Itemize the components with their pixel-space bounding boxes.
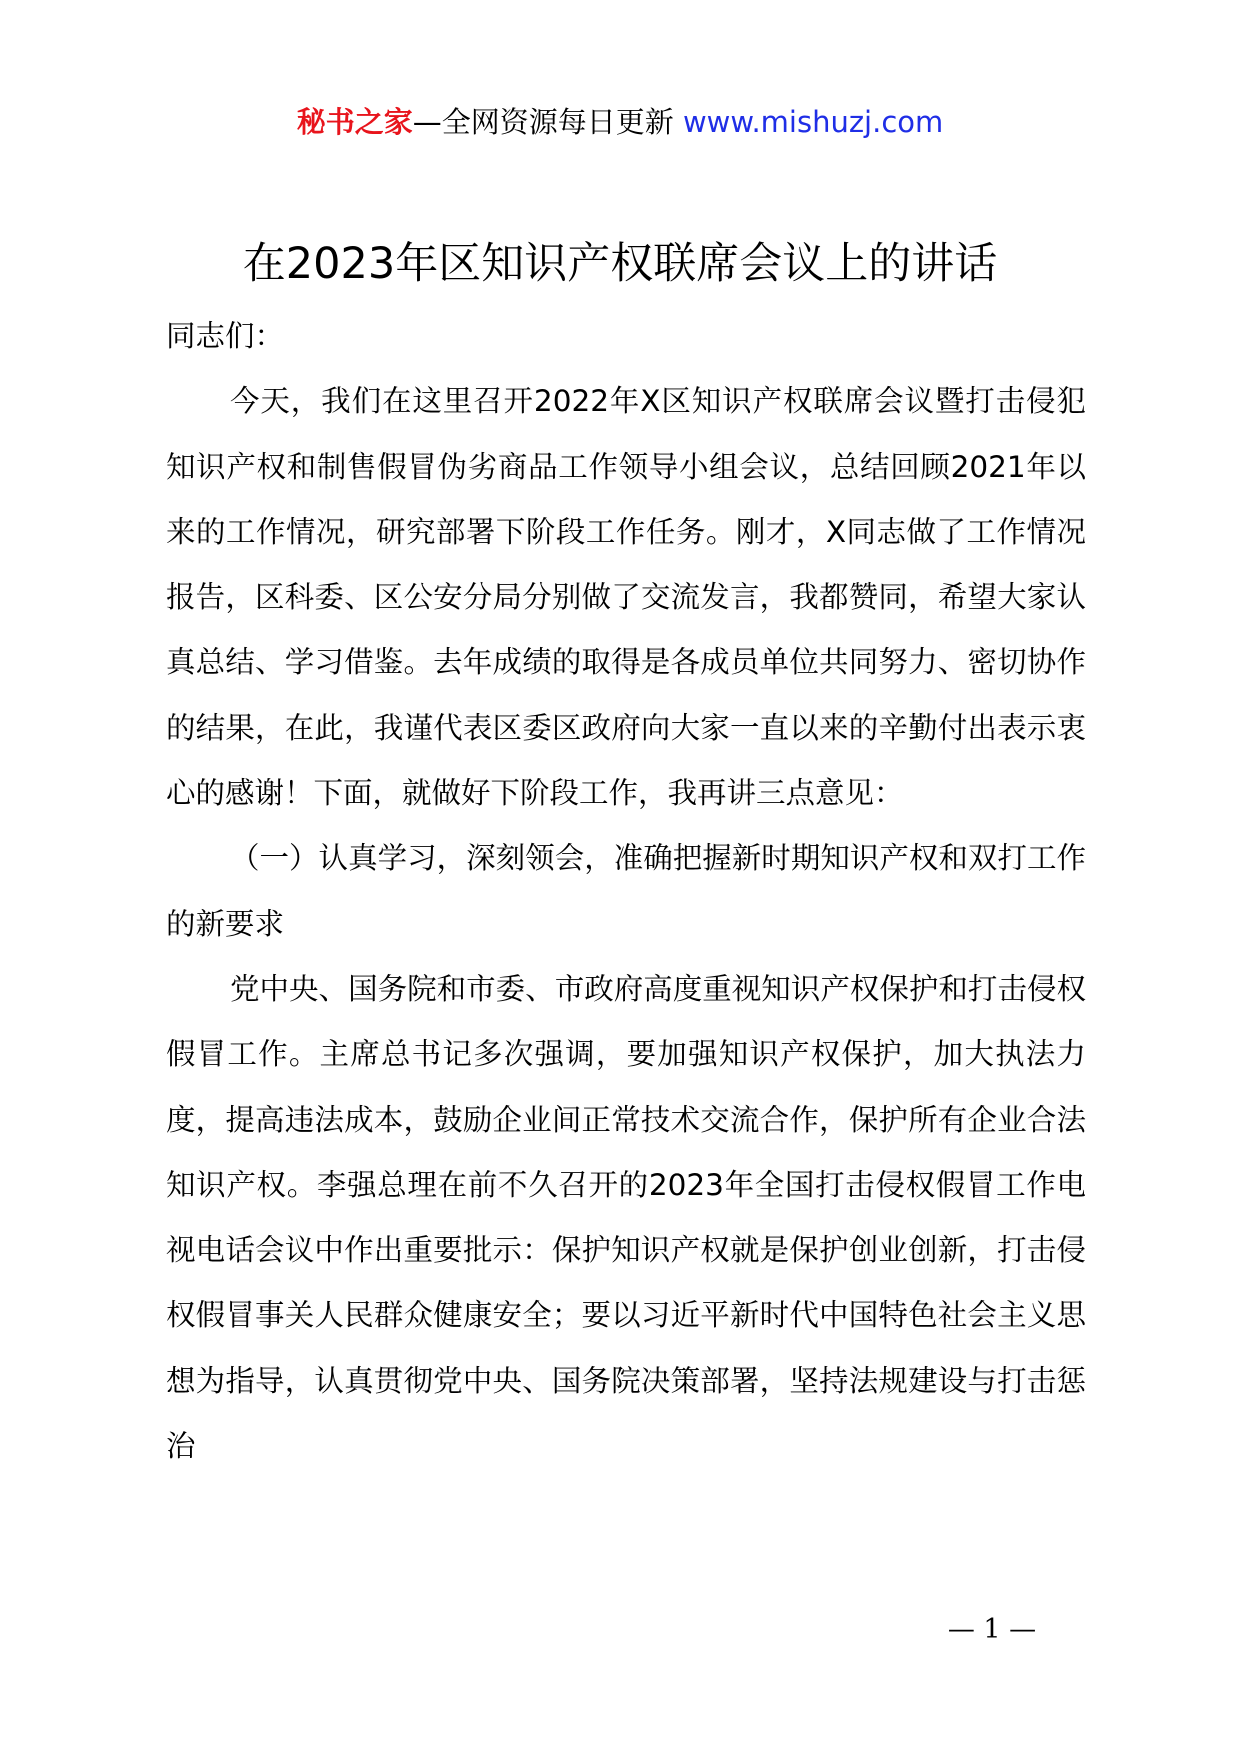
document-title: 在2023年区知识产权联席会议上的讲话: [242, 239, 998, 289]
site-header: [0, 100, 1240, 144]
salutation: 同志们：: [166, 319, 285, 353]
site-brand: 秘书之家: [296, 105, 413, 139]
page-number-label: — 1 —: [947, 1614, 1037, 1645]
site-url[interactable]: www.mishuzj.com: [682, 105, 944, 139]
site-tagline: —全网资源每日更新: [412, 105, 683, 139]
paragraph-1: 今天，我们在这里召开2022年X区知识产权联席会议暨打击侵犯知识产权和制售假冒伪劣商品工作领导小组会议，总结回顾2021年以来的工作情况，研究部署下阶段工作任务。刚才，X同志做了工作情况报告，区科委、区公安分局分别做了交流发言，我都赞同，希望大家认真总结、学习借鉴。去年成绩的取得是各成员单位共同努力、密切协作的结果，在此，我谨代表区委区政府向大家一直以来的辛勤付出表示衷心的感谢！下面，就做好下阶段工作，我再讲三点意见：: [166, 384, 1086, 811]
paragraph-2: 党中央、国务院和市委、市政府高度重视知识产权保护和打击侵权假冒工作。主席总书记多次强调，要加强知识产权保护，加大执法力度，提高违法成本，鼓励企业间正常技术交流合作，保护所有企业合法知识产权。李强总理在前不久召开的2023年全国打击侵权假冒工作电视电话会议中作出重要批示：保护知识产权就是保护创业创新，打击侵权假冒事关人民群众健康安全；要以习近平新时代中国特色社会主义思想为指导，认真贯彻党中央、国务院决策部署，坚持法规建设与打击惩治: [166, 971, 1086, 1464]
document-body: [166, 304, 1086, 1479]
section-heading-1: （一）认真学习，深刻领会，准确把握新时期知识产权和双打工作的新要求: [166, 841, 1086, 941]
